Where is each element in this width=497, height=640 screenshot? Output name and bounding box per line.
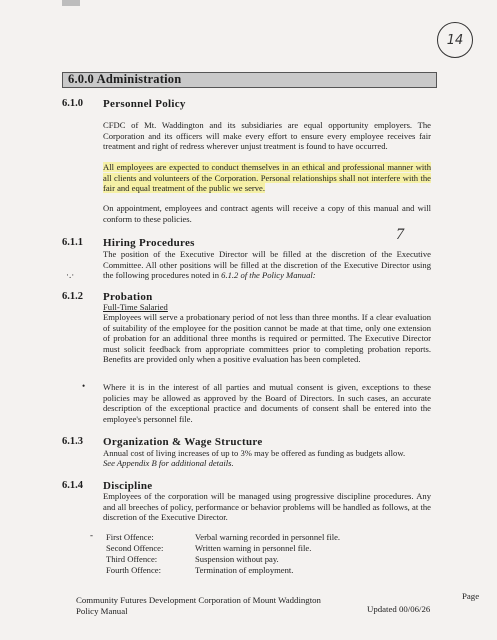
paragraph-wage: Annual cost of living increases of up to 3% may be offered as funding as budgets allow. — [103, 448, 406, 458]
hiring-policy-reference: 6.1.2 of the Policy Manual: — [221, 270, 316, 281]
offence-label-1: First Offence: — [106, 532, 154, 542]
scan-artifact — [62, 0, 80, 6]
paragraph-hiring — [103, 249, 431, 281]
section-title: 6.0.0 Administration — [68, 72, 182, 86]
paragraph-probation: Employees will serve a probationary period of not less than three months. If a clear evaluation of suitability of the employee for the position cannot be made at that time, only one extension of probation for an additional three months is required or permitted. The Executive Director must solicit feedback from appropriate committees prior to completing probation reports. Benefits are provided only when a positive evaluation has been completed. — [103, 312, 431, 365]
offence-action-2: Written warning in personnel file. — [195, 543, 312, 553]
paragraph-appointment: On appointment, employees and contract agents will receive a copy of this manual and will conform to these policies. — [103, 203, 431, 224]
heading-hiring-procedures: Hiring Procedures — [103, 237, 195, 249]
handwritten-margin-mark: 7 — [396, 226, 404, 243]
paragraph-equal-opportunity: CFDC of Mt. Waddington and its subsidiaries are equal opportunity employers. The Corporation and its officers will make every effort to ensure every employee receives fair treatment and right of redress wherever unjust treatment is found to have occurred. — [103, 120, 431, 152]
section-number-611: 6.1.1 — [62, 237, 83, 248]
footer-organization: Community Futures Development Corporation of Mount Waddington — [76, 595, 321, 605]
heading-discipline: Discipline — [103, 480, 153, 492]
appendix-reference: See Appendix B for additional details. — [103, 458, 234, 468]
bullet-mark: • — [82, 381, 86, 391]
offence-action-1: Verbal warning recorded in personnel file. — [195, 532, 341, 542]
section-number-614: 6.1.4 — [62, 480, 83, 491]
subheading-full-time-salaried: Full-Time Salaried — [103, 302, 168, 312]
paragraph-discipline: Employees of the corporation will be managed using progressive discipline procedures. Any and all breeches of policy, performance or behavior problems will be handled as follows, at the discretion of the Executive Director. — [103, 491, 431, 523]
footer-updated-date: Updated 00/06/26 — [367, 604, 431, 614]
offence-label-4: Fourth Offence: — [106, 565, 161, 575]
paragraph-exceptions: Where it is in the interest of all parties and mutual consent is given, exceptions to these policies may be allowed as approved by the Board of Directors. In such cases, an accurate description of the exceptional practice and documents of consent shall be entered into the employee's personnel file. — [103, 382, 431, 424]
offence-label-2: Second Offence: — [106, 543, 164, 553]
handwritten-scribble: ·.· — [66, 270, 75, 280]
heading-personnel-policy: Personnel Policy — [103, 98, 186, 110]
offence-label-3: Third Offence: — [106, 554, 158, 564]
offence-action-4: Termination of employment. — [195, 565, 294, 575]
paragraph-conduct — [103, 162, 431, 194]
section-number-610: 6.1.0 — [62, 98, 83, 109]
offence-action-3: Suspension without pay. — [195, 554, 279, 564]
heading-organization-wage: Organization & Wage Structure — [103, 436, 263, 448]
section-number-612: 6.1.2 — [62, 291, 83, 302]
handwritten-page-number: 14 — [437, 22, 473, 58]
footer-manual: Policy Manual — [76, 606, 128, 616]
highlighted-conduct-text: All employees are expected to conduct themselves in an ethical and professional manner with all clients and volunteers of the Corporation. Personal relationships shall not interfere with the fair and equal treatment of the public we serve. — [103, 162, 431, 194]
footer-page-label: Page — [462, 591, 480, 601]
dash-mark: - — [90, 530, 93, 540]
heading-probation: Probation — [103, 291, 153, 303]
section-number-613: 6.1.3 — [62, 436, 83, 447]
hiring-text: The position of the Executive Director will be filled at the discretion of the Executive Committee. All other positions will be filled at the discretion of the Executive Director using the following procedures noted in — [103, 249, 431, 281]
